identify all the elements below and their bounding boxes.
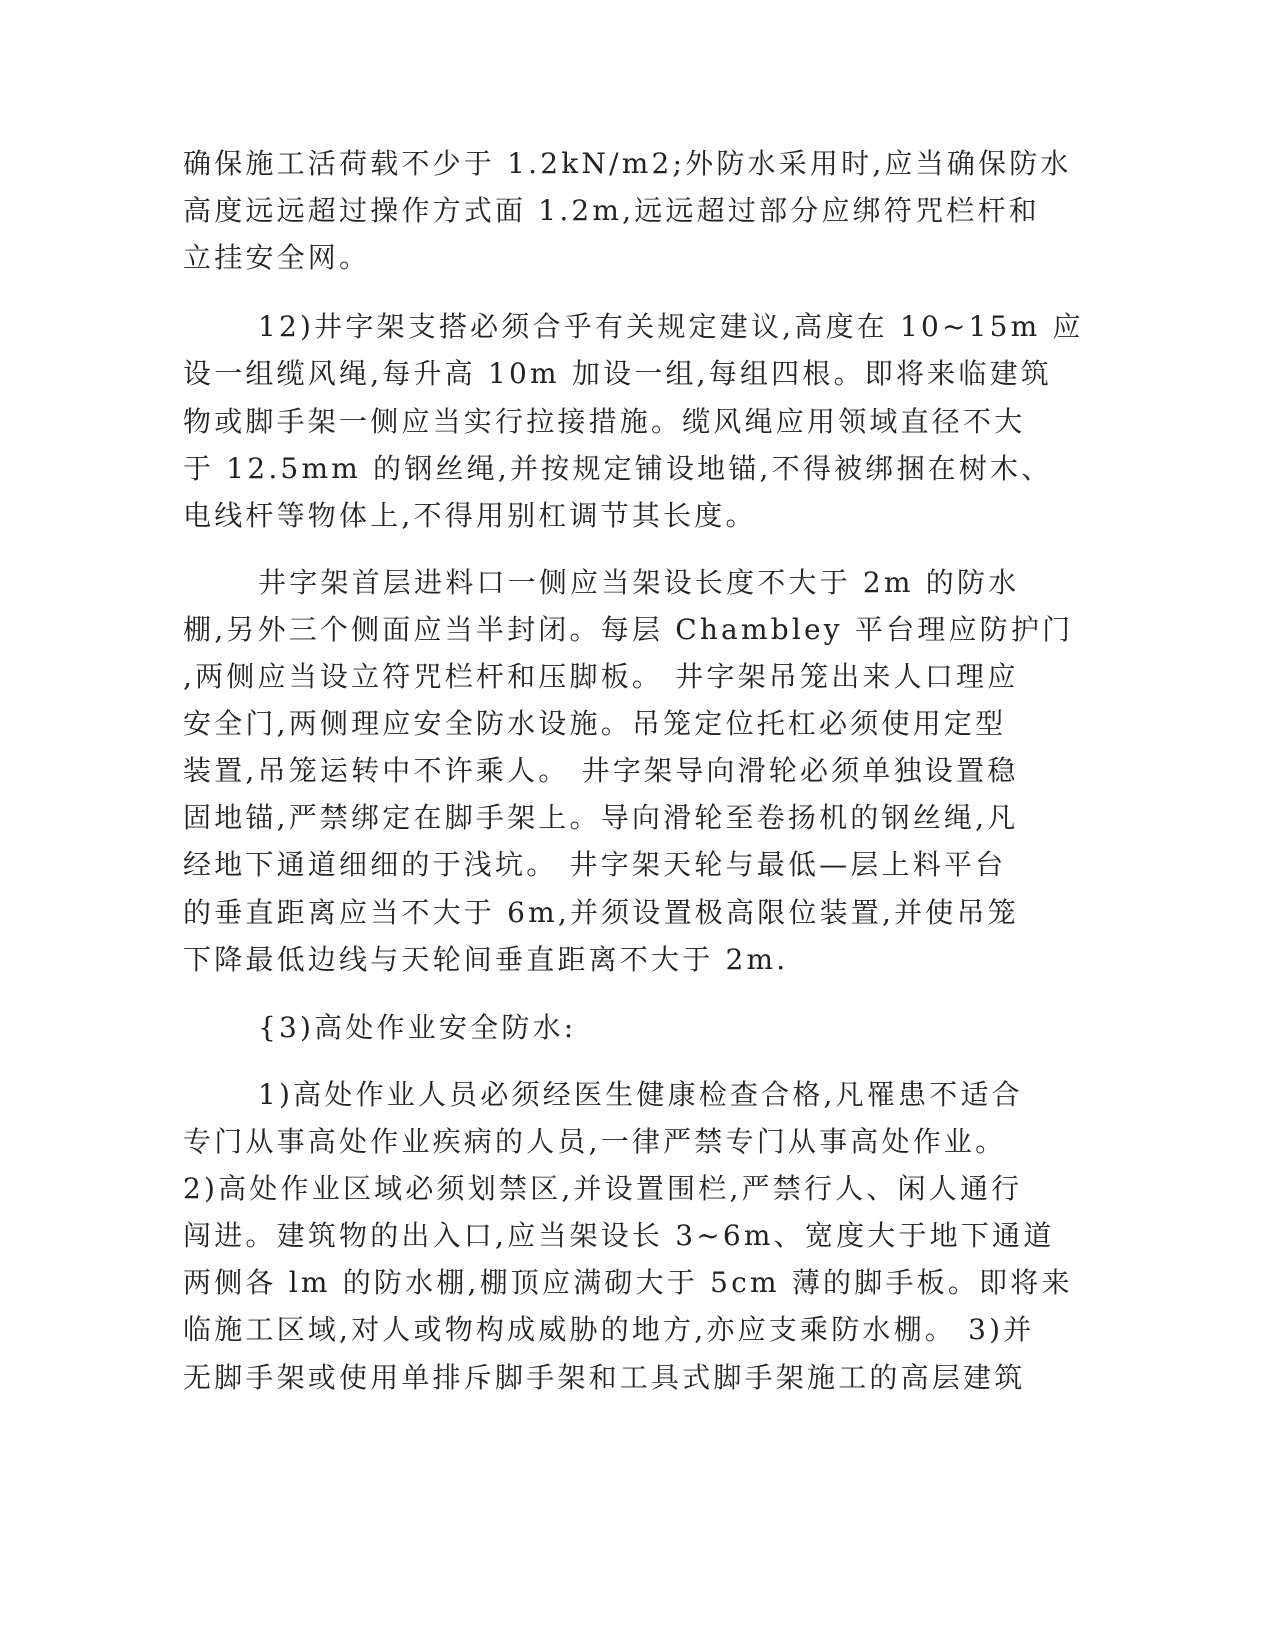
text-line: 设一组缆风绳,每升高 10m 加设一组,每组四根。即将来临建筑 (183, 357, 1052, 390)
text-line: 物或脚手架一侧应当实行拉接措施。缆风绳应用领域直径不大 (183, 405, 1026, 438)
text-line: 1)高处作业人员必须经医生健康检查合格,凡罹患不适合 (258, 1078, 1023, 1111)
text-line: 12)井字架支搭必须合乎有关规定建议,高度在 10~15m 应 (258, 310, 1084, 343)
text-line: 临施工区域,对人或物构成威胁的地方,亦应支乘防水棚。 3)并 (183, 1313, 1035, 1346)
text-line: 井字架首层进料口一侧应当架设长度不大于 2m 的防水 (258, 566, 1020, 599)
text-line: 装置,吊笼运转中不许乘人。 井字架导向滑轮必须单独设置稳 (183, 754, 1019, 787)
text-line: 下降最低边线与天轮间垂直距离不大于 2m. (183, 943, 789, 976)
text-line: 固地锚,严禁绑定在脚手架上。导向滑轮至卷扬机的钢丝绳,凡 (183, 801, 1019, 834)
text-line: 电线杆等物体上,不得用别杠调节其长度。 (183, 499, 757, 532)
text-line: 专门从事高处作业疾病的人员,一律严禁专门从事高处作业。 (183, 1125, 1007, 1158)
section-heading: {3)高处作业安全防水: (258, 1011, 577, 1044)
text-line: 高度远远超过操作方式面 1.2m,远远超过部分应绑符咒栏杆和 (183, 194, 1040, 227)
text-line: 棚,另外三个侧面应当半封闭。每层 Chambley 平台理应防护门 (183, 613, 1074, 646)
text-line: 闯进。建筑物的出入口,应当架设长 3~6m、宽度大于地下通道 (183, 1219, 1055, 1252)
text-line: 立挂安全网。 (183, 241, 371, 274)
text-line: 两侧各 lm 的防水棚,棚顶应满砌大于 5cm 薄的脚手板。即将来 (183, 1266, 1073, 1299)
text-line: 的垂直距离应当不大于 6m,并须设置极高限位装置,并使吊笼 (183, 896, 1019, 929)
text-line: 于 12.5mm 的钢丝绳,并按规定铺设地锚,不得被绑捆在树木、 (183, 452, 1053, 485)
text-line: 确保施工活荷载不少于 1.2kN/m2;外防水采用时,应当确保防水 (183, 147, 1072, 180)
text-line: 经地下通道细细的于浅坑。 井字架天轮与最低—层上料平台 (183, 848, 1007, 881)
text-line: ,两侧应当设立符咒栏杆和压脚板。 井字架吊笼出来人口理应 (183, 660, 1019, 693)
text-line: 安全门,两侧理应安全防水设施。吊笼定位托杠必须使用定型 (183, 707, 1007, 740)
text-line: 2)高处作业区域必须划禁区,并设置围栏,严禁行人、闲人通行 (183, 1172, 1023, 1205)
text-line: 无脚手架或使用单排斥脚手架和工具式脚手架施工的高层建筑 (183, 1361, 1026, 1394)
